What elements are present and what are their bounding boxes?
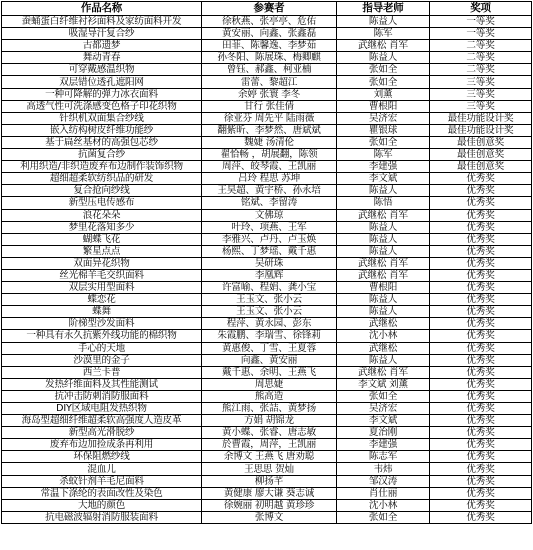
advisor-cell: 肖仕丽 [337,487,430,499]
award-cell: 优秀奖 [430,269,532,281]
award-cell: 优秀奖 [430,427,532,439]
participants-cell: 曾钰、郝鑫、柯亚楠 [202,64,337,76]
award-cell: 三等奖 [430,88,532,100]
advisor-cell: 武继松 肖军 [337,269,430,281]
advisor-cell: 韦炜 [337,463,430,475]
table-row [2,318,532,330]
award-cell: 优秀奖 [430,354,532,366]
header-participants: 参赛者 [202,2,337,16]
participants-cell: 余博文 王燕飞 唐劝聪 [202,451,337,463]
work-name-cell: 新型高光滑脱纱 [2,427,202,439]
work-name-cell: 一种可降解的弹力冰衣面料 [2,88,202,100]
advisor-cell: 陈军 [337,28,430,40]
table-row [2,88,532,100]
advisor-cell: 陈军 [337,149,430,161]
table-row [2,28,532,40]
advisor-cell: 武继松 肖军 [337,366,430,378]
participants-cell: 徐秋燕、张亭亭、危佑 [202,16,337,28]
work-name-cell: 利用织造/非织造废弃布边制作装饰织物 [2,161,202,173]
award-cell: 优秀奖 [430,245,532,257]
advisor-cell: 张如全 [337,76,430,88]
work-name-cell: 蝶恋花 [2,294,202,306]
advisor-cell: 陈益人 [337,233,430,245]
work-name-cell: 蝶舞 [2,306,202,318]
award-cell: 优秀奖 [430,209,532,221]
award-cell: 优秀奖 [430,294,532,306]
award-cell: 优秀奖 [430,439,532,451]
award-cell: 优秀奖 [430,403,532,415]
table-row [2,197,532,209]
advisor-cell: 武继松 [337,318,430,330]
work-name-cell: 阶梯型沙发面料 [2,318,202,330]
table-row [2,282,532,294]
table-row [2,173,532,185]
table-row [2,487,532,499]
advisor-cell: 陈益人 [337,245,430,257]
advisor-cell: 李文斌 刘薰 [337,378,430,390]
table-row [2,463,532,475]
work-name-cell: 丝光棉羊毛交织面料 [2,269,202,281]
table-row [2,294,532,306]
advisor-cell: 李文斌 [337,415,430,427]
advisor-cell: 张如全 [337,390,430,402]
participants-cell: 吴研珠 [202,257,337,269]
participants-cell: 李凰辉 [202,269,337,281]
work-name-cell: DIY区域电阻发热织物 [2,403,202,415]
award-cell: 优秀奖 [430,282,532,294]
work-name-cell: 基于扁丝基材的高强包芯纱 [2,136,202,148]
award-cell: 优秀奖 [430,378,532,390]
work-name-cell: 针织机双面集合纱线 [2,112,202,124]
work-name-cell: 杀蚊针剂羊毛尼面料 [2,475,202,487]
award-cell: 优秀奖 [430,451,532,463]
advisor-cell: 陈悟 [337,197,430,209]
work-name-cell: 抗电磁波辐射消防服装面料 [2,511,202,523]
table-row [2,342,532,354]
participants-cell: 王昊超、黄宇桥、孙永培 [202,185,337,197]
advisor-cell: 陈益人 [337,354,430,366]
participants-cell: 孙冬阳、陈展珠、梅卿麒 [202,52,337,64]
award-cell: 优秀奖 [430,475,532,487]
award-cell: 优秀奖 [430,233,532,245]
work-name-cell: 嵌入纺构树皮纤维功能纱 [2,124,202,136]
advisor-cell: 陈益人 [337,294,430,306]
table-row [2,136,532,148]
advisor-cell: 陈益人 [337,306,430,318]
award-cell: 最佳创意奖 [430,136,532,148]
table-row [2,330,532,342]
table-row [2,306,532,318]
work-name-cell: 混血儿 [2,463,202,475]
award-cell: 优秀奖 [430,330,532,342]
work-name-cell: 一种具有永久抗紫外线功能的棉织物 [2,330,202,342]
award-cell: 优秀奖 [430,318,532,330]
advisor-cell: 夏治刚 [337,427,430,439]
work-name-cell: 新型压电传感布 [2,197,202,209]
work-name-cell: 梦里花落知多少 [2,221,202,233]
table-row [2,233,532,245]
table-row [2,354,532,366]
advisor-cell: 陈志军 [337,451,430,463]
work-name-cell: 繁星点点 [2,245,202,257]
table-row [2,149,532,161]
participants-cell: 叶玲、项燕、王军 [202,221,337,233]
award-cell: 优秀奖 [430,415,532,427]
advisor-cell: 李建强 [337,161,430,173]
advisor-cell: 李建强 [337,439,430,451]
table-row [2,16,532,28]
award-cell: 最佳功能设计奖 [430,112,532,124]
award-cell: 二等奖 [430,64,532,76]
advisor-cell: 曹根阳 [337,282,430,294]
work-name-cell: 抗菌复合纱 [2,149,202,161]
advisor-cell: 刘薰 [337,88,430,100]
participants-cell: 徐亚芬 周先平 陆雨薇 [202,112,337,124]
table-row [2,439,532,451]
advisor-cell: 陈益人 [337,16,430,28]
work-name-cell: 超细超柔软纺织品的研发 [2,173,202,185]
participants-cell: 於曹霞，周萍，王凯丽 [202,439,337,451]
work-name-cell: 吸湿导汗复合纱 [2,28,202,40]
advisor-cell: 陈益人 [337,52,430,64]
participants-cell: 周萍、皎琴霞、王凯丽 [202,161,337,173]
participants-cell: 熊江雨、张詰、黄梦扬 [202,403,337,415]
work-name-cell: 手心的天地 [2,342,202,354]
table-row [2,390,532,402]
table-row [2,366,532,378]
participants-cell: 文佛琼 [202,209,337,221]
participants-cell: 魏婕 汤清伦 [202,136,337,148]
work-name-cell: 西兰卡普 [2,366,202,378]
participants-cell: 方娟 胡锦龙 [202,415,337,427]
work-name-cell: 蝴蝶飞花 [2,233,202,245]
participants-cell: 向鑫、黄安丽 [202,354,337,366]
award-cell: 优秀奖 [430,511,532,523]
work-name-cell: 环保阻燃纱线 [2,451,202,463]
work-name-cell: 可穿戴感温织物 [2,64,202,76]
table-row [2,415,532,427]
advisor-cell: 张如全 [337,64,430,76]
participants-cell: 黄惠俊、丁雪、王夏蓉 [202,342,337,354]
advisor-cell: 张如全 [337,136,430,148]
award-cell: 最佳创意奖 [430,161,532,173]
work-name-cell: 复合抢向纱线 [2,185,202,197]
participants-cell: 杨熙、丁梦瑶、戴千惠 [202,245,337,257]
work-name-cell: 大地的颜色 [2,499,202,511]
participants-cell: 戴千惠、余明、王燕飞 [202,366,337,378]
award-cell: 优秀奖 [430,366,532,378]
award-cell: 优秀奖 [430,390,532,402]
work-name-cell: 古都遗梦 [2,40,202,52]
advisor-cell: 武继松 肖军 [337,209,430,221]
table-row [2,100,532,112]
participants-cell: 王玉文、张小云 [202,294,337,306]
work-name-cell: 舞动青春 [2,52,202,64]
award-cell: 优秀奖 [430,487,532,499]
table-row [2,427,532,439]
table-row [2,124,532,136]
participants-cell: 徐婉丽 初明越 黄珍珍 [202,499,337,511]
table-row [2,257,532,269]
award-cell: 优秀奖 [430,342,532,354]
participants-cell: 许富喻、程娟、龚小宝 [202,282,337,294]
participants-cell: 田菲、陈馨逸、李梦茹 [202,40,337,52]
table-row [2,245,532,257]
award-cell: 最佳创意奖 [430,149,532,161]
participants-cell: 吕玲 程思 苏坤 [202,173,337,185]
header-advisor: 指导老师 [337,2,430,16]
participants-cell: 黄小蝶、张睿、唐志敏 [202,427,337,439]
participants-cell: 李雅兴、卢丹、卢玉焕 [202,233,337,245]
work-name-cell: 双面异花织物 [2,257,202,269]
participants-cell: 甘行 张佳倩 [202,100,337,112]
participants-cell: 朱霞鹏、李瑞雪、徐锋莉 [202,330,337,342]
advisor-cell: 陈益人 [337,221,430,233]
advisor-cell: 沈小林 [337,499,430,511]
participants-cell: 柳扬芊 [202,475,337,487]
participants-cell: 周思婕 [202,378,337,390]
advisor-cell: 武继松 肖军 [337,257,430,269]
award-cell: 优秀奖 [430,197,532,209]
header-award: 奖项 [430,2,532,16]
award-cell: 优秀奖 [430,173,532,185]
work-name-cell: 抗冲击防刺消防服面料 [2,390,202,402]
table-row [2,269,532,281]
participants-cell: 雷蕾、黎超江 [202,76,337,88]
participants-cell: 黄健康 廖大谦 葵志诚 [202,487,337,499]
participants-cell: 熊高造 [202,390,337,402]
participants-cell: 张博文 [202,511,337,523]
participants-cell: 翻紫昕、李梦然、唐斌斌 [202,124,337,136]
table-row [2,40,532,52]
award-cell: 最佳功能设计奖 [430,124,532,136]
table-row [2,185,532,197]
work-name-cell: 蚕蛹蛋白纤维衬衫面料及家纺面料开发 [2,16,202,28]
advisor-cell: 吴济宏 [337,112,430,124]
award-cell: 优秀奖 [430,185,532,197]
award-cell: 一等奖 [430,16,532,28]
advisor-cell: 武继松 肖军 [337,40,430,52]
participants-cell: 王思思 贺灿 [202,463,337,475]
award-cell: 优秀奖 [430,221,532,233]
table-row [2,451,532,463]
table-row [2,221,532,233]
award-cell: 二等奖 [430,40,532,52]
award-cell: 二等奖 [430,52,532,64]
award-cell: 三等奖 [430,100,532,112]
table-row [2,161,532,173]
work-name-cell: 双层实用型面料 [2,282,202,294]
advisor-cell: 邹汉涛 [337,475,430,487]
award-cell: 优秀奖 [430,257,532,269]
awards-table-body [2,16,532,524]
advisor-cell: 李文斌 [337,173,430,185]
table-row [2,403,532,415]
work-name-cell: 海岛型超细纤维超柔软高强度人造皮革 [2,415,202,427]
award-cell: 优秀奖 [430,463,532,475]
advisor-cell: 吴济宏 [337,403,430,415]
table-row [2,475,532,487]
participants-cell: 程萍、黄永园、彭东 [202,318,337,330]
work-name-cell: 常温下涤纶的表面改性及染色 [2,487,202,499]
table-row [2,378,532,390]
work-name-cell: 废弃布边加捡成条再利用 [2,439,202,451]
table-row [2,511,532,523]
advisor-cell: 张如全 [337,511,430,523]
participants-cell: 黄安丽、向鑫、张鑫磊 [202,28,337,40]
table-row [2,499,532,511]
table-row [2,52,532,64]
advisor-cell: 武继松 [337,342,430,354]
advisor-cell: 陈益人 [337,185,430,197]
header-work-name: 作品名称 [2,2,202,16]
award-cell: 优秀奖 [430,499,532,511]
header-row [2,2,532,16]
advisor-cell: 瞿银球 [337,124,430,136]
table-row [2,112,532,124]
work-name-cell: 双层错位透孔遮阳网 [2,76,202,88]
participants-cell: 翟恰畅 ，胡展翻，陈领 [202,149,337,161]
participants-cell: 王玉文、张小云 [202,306,337,318]
awards-document [1,1,531,524]
participants-cell: 铭斌、李留涛 [202,197,337,209]
work-name-cell: 发热纤维面料及其性能测试 [2,378,202,390]
table-row [2,76,532,88]
work-name-cell: 沙漠里的金子 [2,354,202,366]
award-cell: 优秀奖 [430,306,532,318]
work-name-cell: 浪花朵朵 [2,209,202,221]
award-cell: 一等奖 [430,28,532,40]
award-cell: 三等奖 [430,76,532,88]
participants-cell: 余婷 张寰 李冬 [202,88,337,100]
table-row [2,64,532,76]
advisor-cell: 曹根阳 [337,100,430,112]
work-name-cell: 高透气性可洗涤感变色格子印花织物 [2,100,202,112]
table-row [2,209,532,221]
advisor-cell: 沈小林 [337,330,430,342]
awards-table [1,1,532,524]
